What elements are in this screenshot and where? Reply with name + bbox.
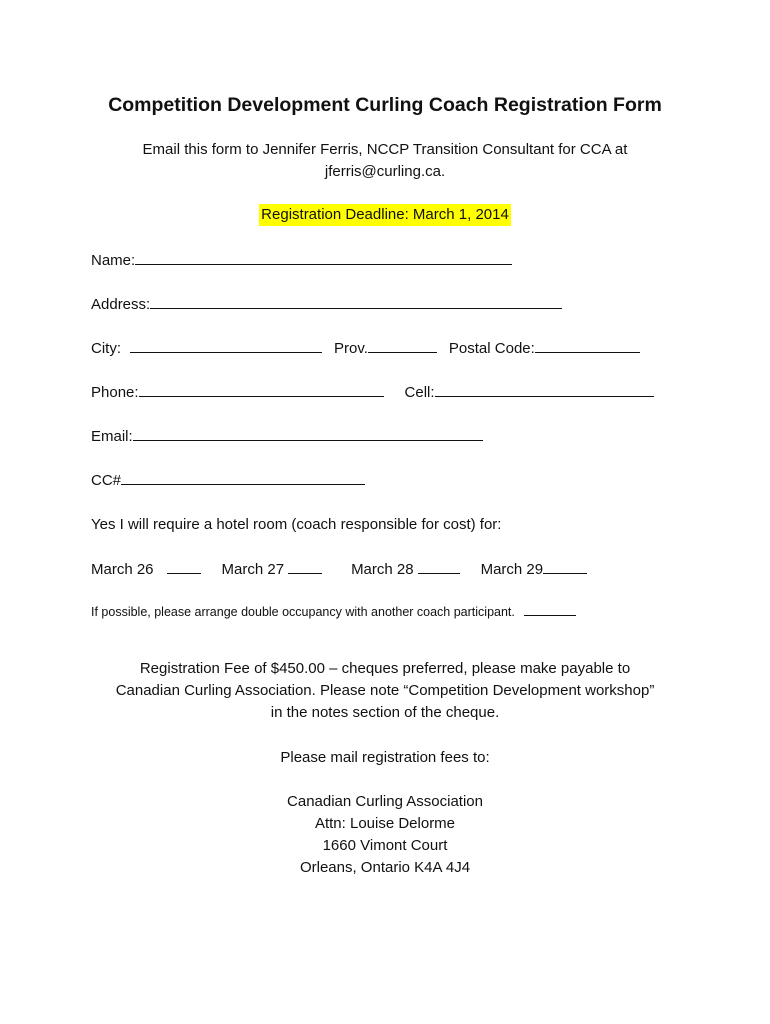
double-occupancy-text: If possible, please arrange double occupancy with another coach participant. — [91, 605, 515, 619]
city-prov-postal-row — [91, 337, 640, 360]
hotel-date-march-27-label: March 27 — [221, 561, 285, 578]
email-instructions-line2: jferris@curling.ca. — [324, 163, 446, 180]
cc-field[interactable] — [121, 469, 365, 485]
registration-deadline: Registration Deadline: March 1, 2014 — [259, 204, 511, 226]
deadline-container — [0, 204, 770, 226]
hotel-date-march-28-field[interactable] — [418, 558, 460, 574]
fee-line2: Canadian Curling Association. Please note “Competition Development workshop” — [115, 682, 655, 699]
fee-line1: Registration Fee of $450.00 – cheques preferred, please make payable to — [139, 660, 631, 677]
prov-label: Prov. — [334, 340, 368, 357]
hotel-question: Yes I will require a hotel room (coach responsible for cost) for: — [91, 516, 502, 533]
name-field[interactable] — [135, 249, 512, 265]
email-row — [91, 425, 483, 448]
mail-instruction: Please mail registration fees to: — [280, 749, 490, 766]
hotel-date-march-26-field[interactable] — [167, 558, 201, 574]
city-field[interactable] — [130, 337, 322, 353]
address-row — [91, 293, 562, 316]
phone-field[interactable] — [139, 381, 384, 397]
hotel-date-march-27-field[interactable] — [288, 558, 322, 574]
address-line-organization: Canadian Curling Association — [287, 793, 483, 810]
email-instructions — [85, 139, 685, 183]
email-instructions-line1: Email this form to Jennifer Ferris, NCCP Transition Consultant for CCA at — [142, 141, 628, 158]
hotel-date-march-26-label: March 26 — [91, 561, 154, 578]
cc-row — [91, 469, 365, 492]
email-label: Email: — [91, 428, 133, 445]
city-label: City: — [91, 340, 121, 357]
address-line-street: 1660 Vimont Court — [322, 837, 448, 854]
cell-field[interactable] — [435, 381, 654, 397]
fee-instructions — [60, 658, 710, 724]
cell-label: Cell: — [404, 384, 435, 401]
name-label: Name: — [91, 252, 136, 269]
fee-line3: in the notes section of the cheque. — [270, 704, 500, 721]
postal-code-label: Postal Code: — [448, 340, 535, 357]
hotel-date-march-29-label: March 29 — [480, 561, 544, 578]
prov-field[interactable] — [368, 337, 437, 353]
address-line-city: Orleans, Ontario K4A 4J4 — [299, 859, 471, 876]
phone-label: Phone: — [91, 384, 139, 401]
email-field[interactable] — [133, 425, 483, 441]
hotel-dates-row — [91, 558, 587, 581]
postal-code-field[interactable] — [535, 337, 640, 353]
phone-cell-row — [91, 381, 654, 404]
form-title: Competition Development Curling Coach Registration Form — [108, 94, 662, 116]
double-occupancy-field[interactable] — [524, 603, 576, 616]
address-field[interactable] — [150, 293, 562, 309]
hotel-date-march-29-field[interactable] — [543, 558, 587, 574]
cc-label: CC# — [91, 472, 122, 489]
hotel-date-march-28-label: March 28 — [351, 561, 414, 578]
address-line-attention: Attn: Louise Delorme — [314, 815, 456, 832]
mailing-address — [0, 791, 770, 879]
address-label: Address: — [91, 296, 151, 313]
name-row — [91, 249, 512, 272]
double-occupancy-row — [91, 601, 576, 623]
